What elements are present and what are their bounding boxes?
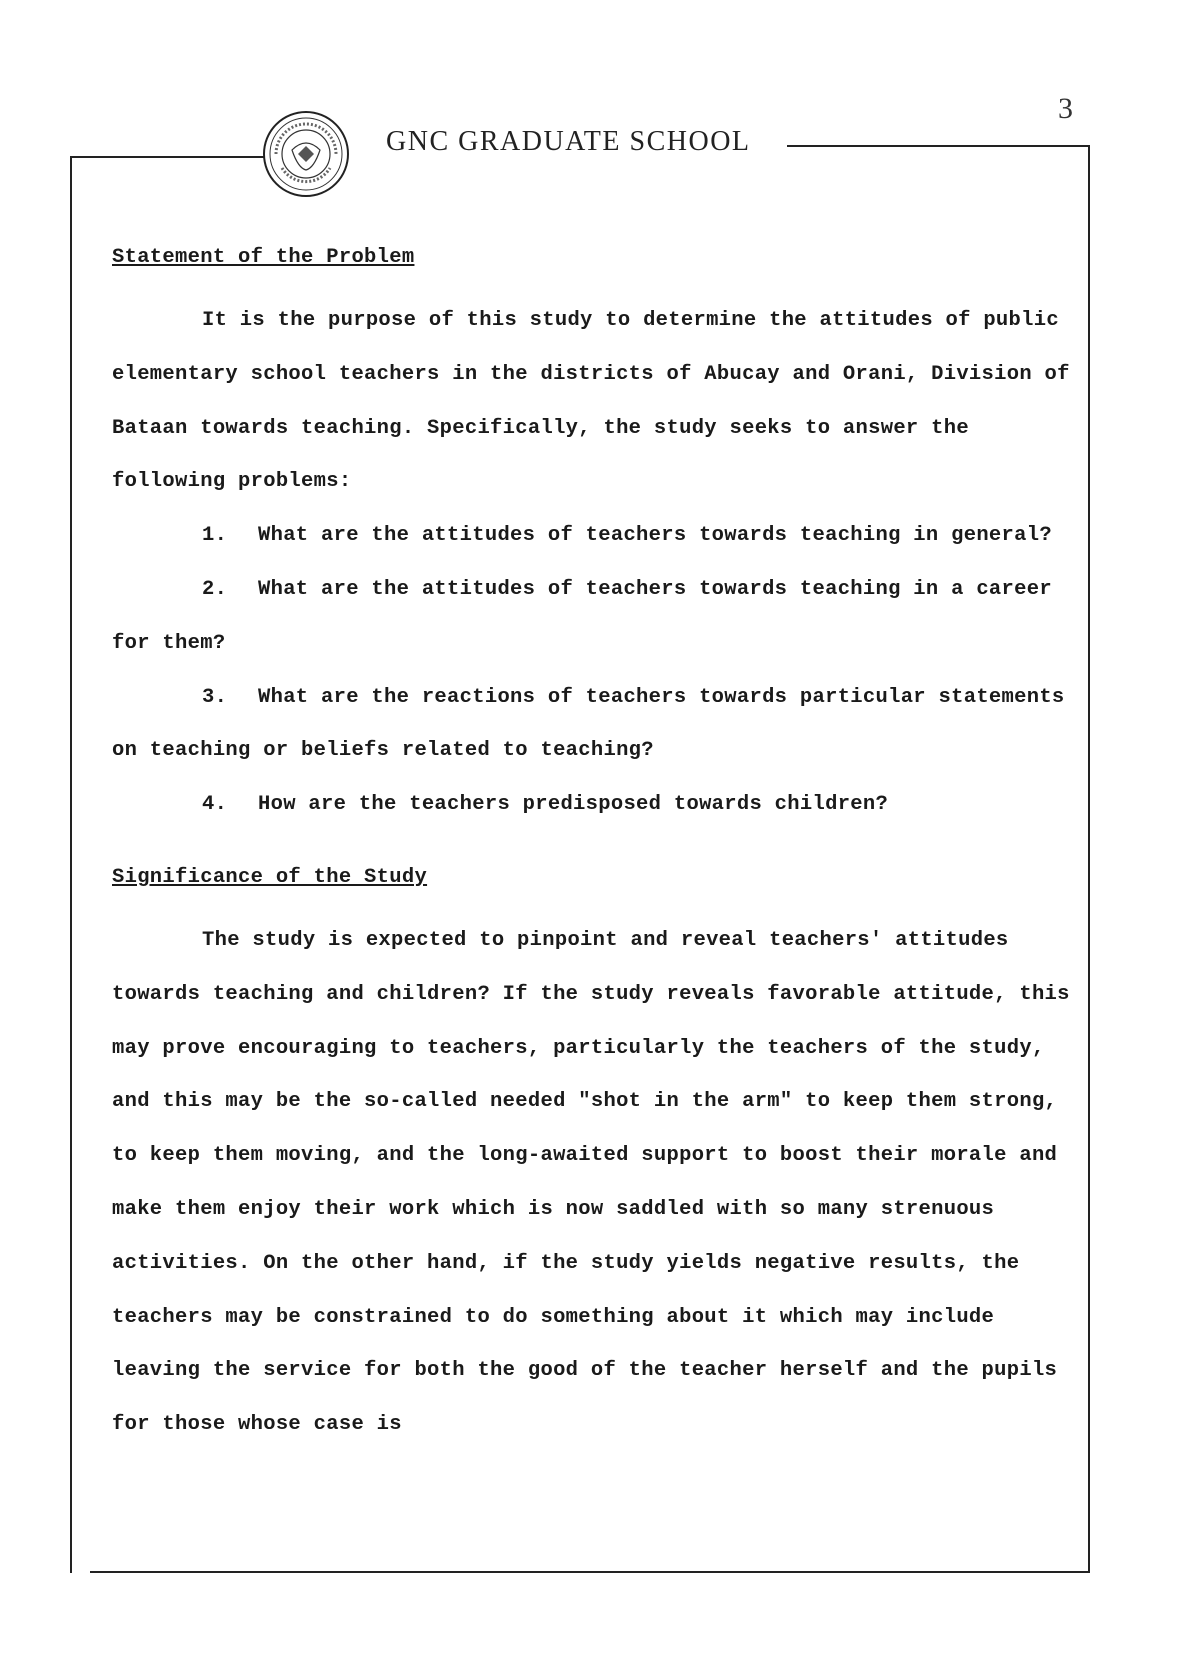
college-seal-icon bbox=[262, 110, 350, 198]
section-heading-problem: Statement of the Problem bbox=[112, 246, 415, 269]
list-item-number: 3. bbox=[202, 685, 228, 709]
list-item bbox=[112, 778, 1092, 832]
problem-intro-paragraph bbox=[112, 294, 1092, 509]
list-item-text: What are the attitudes of teachers towards teaching in a career for them? bbox=[112, 577, 1052, 655]
problem-intro-text: It is the purpose of this study to determine the attitudes of public elementary school teachers in the districts of Abucay and Orani, Division of Bataan towards teaching. Specifically, the study seeks to answer the following problems: bbox=[112, 309, 1070, 494]
significance-text: The study is expected to pinpoint and reveal teachers' attitudes towards teaching and children? If the study reveals favorable attitude, this may prove encouraging to teachers, particularly the teachers of the study, and this may be the so-called needed "shot in the arm" to keep them strong, to keep them moving, and the long-awaited support to boost their morale and make them enjoy their work which is now saddled with so many strenuous activities. On the other hand, if the study yields negative results, the teachers may be constrained to do something about it which may include leaving the service for both the good of the teacher herself and the pupils for those whose case is bbox=[112, 928, 1070, 1437]
frame-line-bottom bbox=[90, 1571, 1090, 1573]
list-item bbox=[112, 563, 1092, 671]
list-item-number: 4. bbox=[202, 793, 228, 817]
frame-line-top-right bbox=[787, 145, 1090, 147]
list-item-text: What are the attitudes of teachers towards teaching in general? bbox=[258, 524, 1052, 548]
frame-line-left bbox=[70, 156, 72, 1573]
list-item-text: What are the reactions of teachers towards particular statements on teaching or beliefs related to teaching? bbox=[112, 685, 1065, 763]
significance-paragraph bbox=[112, 914, 1092, 1452]
list-item-number: 1. bbox=[202, 524, 228, 548]
list-item-text: How are the teachers predisposed towards children? bbox=[258, 793, 889, 817]
list-item bbox=[112, 509, 1092, 563]
list-item-number: 2. bbox=[202, 577, 228, 601]
page-number: 3 bbox=[1058, 92, 1073, 125]
problem-list bbox=[112, 509, 1092, 832]
section-heading-significance: Significance of the Study bbox=[112, 865, 428, 889]
list-item bbox=[112, 671, 1092, 779]
school-name: GNC GRADUATE SCHOOL bbox=[386, 126, 751, 157]
document-body bbox=[112, 238, 1092, 1452]
frame-line-top-left bbox=[70, 156, 265, 158]
